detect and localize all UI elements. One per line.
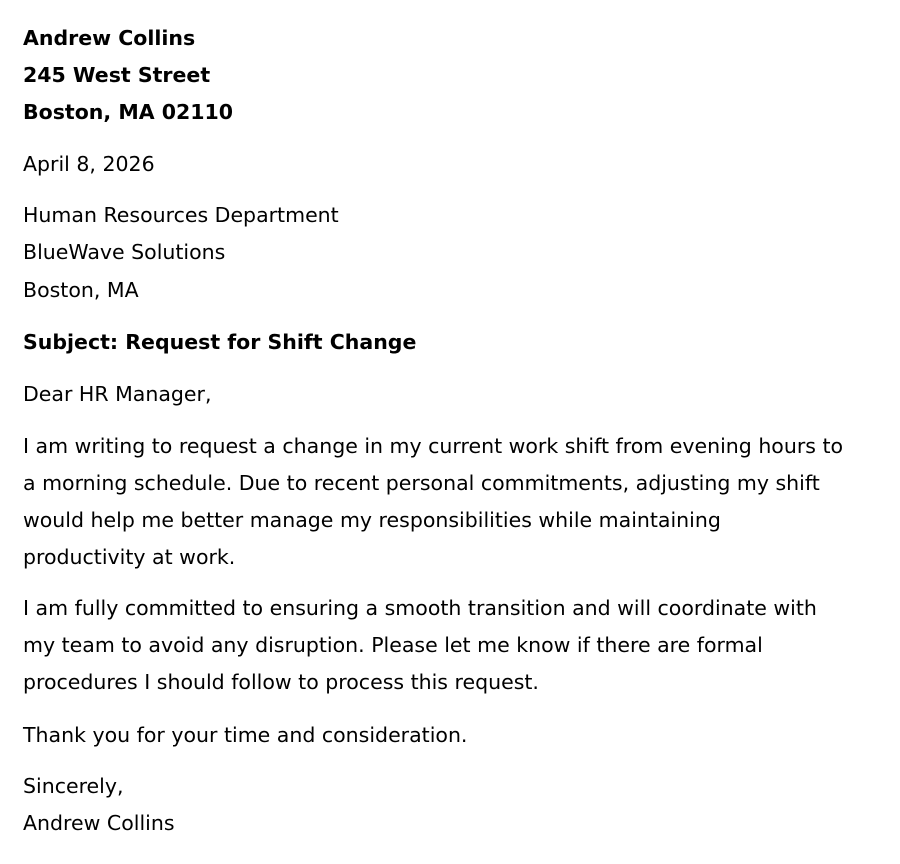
paragraph-line: procedures I should follow to process this request.: [23, 670, 539, 694]
paragraph-line: would help me better manage my responsibilities while maintaining: [23, 508, 721, 532]
closing: Sincerely,: [23, 774, 124, 798]
paragraph-line: I am fully committed to ensuring a smooth transition and will coordinate with: [23, 596, 817, 620]
recipient-dept: Human Resources Department: [23, 203, 339, 227]
paragraph-line: a morning schedule. Due to recent personal commitments, adjusting my shift: [23, 471, 820, 495]
recipient-city: Boston, MA: [23, 278, 139, 302]
sender-street: 245 West Street: [23, 63, 211, 87]
paragraph-line: productivity at work.: [23, 545, 236, 569]
sender-city: Boston, MA 02110: [23, 100, 234, 124]
signature: Andrew Collins: [23, 811, 175, 835]
paragraph-line: my team to avoid any disruption. Please let me know if there are formal: [23, 633, 763, 657]
recipient-company: BlueWave Solutions: [23, 240, 226, 264]
subject-line: Subject: Request for Shift Change: [23, 330, 417, 354]
paragraph-line: I am writing to request a change in my current work shift from evening hours to: [23, 434, 844, 458]
thanks-line: Thank you for your time and consideration.: [23, 723, 468, 747]
salutation: Dear HR Manager,: [23, 382, 212, 406]
sender-name: Andrew Collins: [23, 26, 196, 50]
letter-date: April 8, 2026: [23, 152, 155, 176]
